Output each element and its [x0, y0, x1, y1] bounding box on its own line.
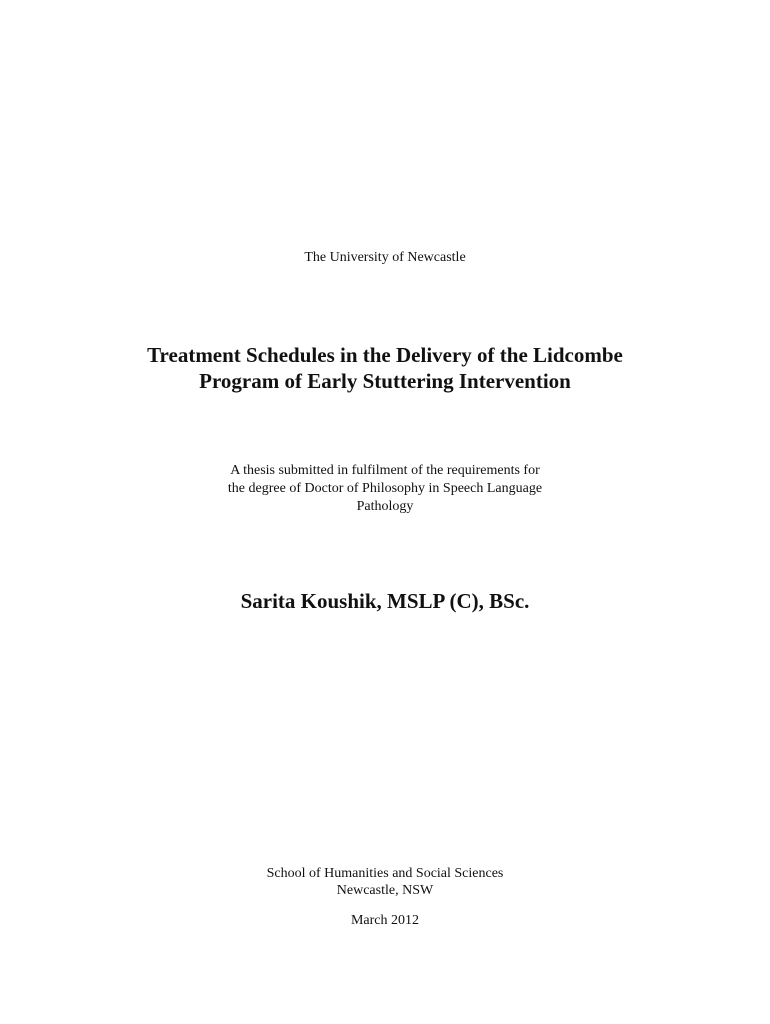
- thesis-title-line-2: Program of Early Stuttering Intervention: [199, 369, 571, 393]
- author-name: Sarita Koushik, MSLP (C), BSc.: [240, 589, 530, 613]
- thesis-title-line-1: Treatment Schedules in the Delivery of the Lidcombe: [147, 343, 623, 367]
- location: Newcastle, NSW: [336, 883, 434, 898]
- school-name: School of Humanities and Social Sciences: [266, 866, 504, 881]
- submission-statement-line-1: A thesis submitted in fulfilment of the requirements for: [230, 463, 540, 478]
- submission-statement-line-2: the degree of Doctor of Philosophy in Speech Language: [227, 481, 543, 496]
- submission-date: March 2012: [350, 913, 420, 928]
- institution-name: The University of Newcastle: [304, 250, 466, 265]
- submission-statement-line-3: Pathology: [356, 499, 414, 514]
